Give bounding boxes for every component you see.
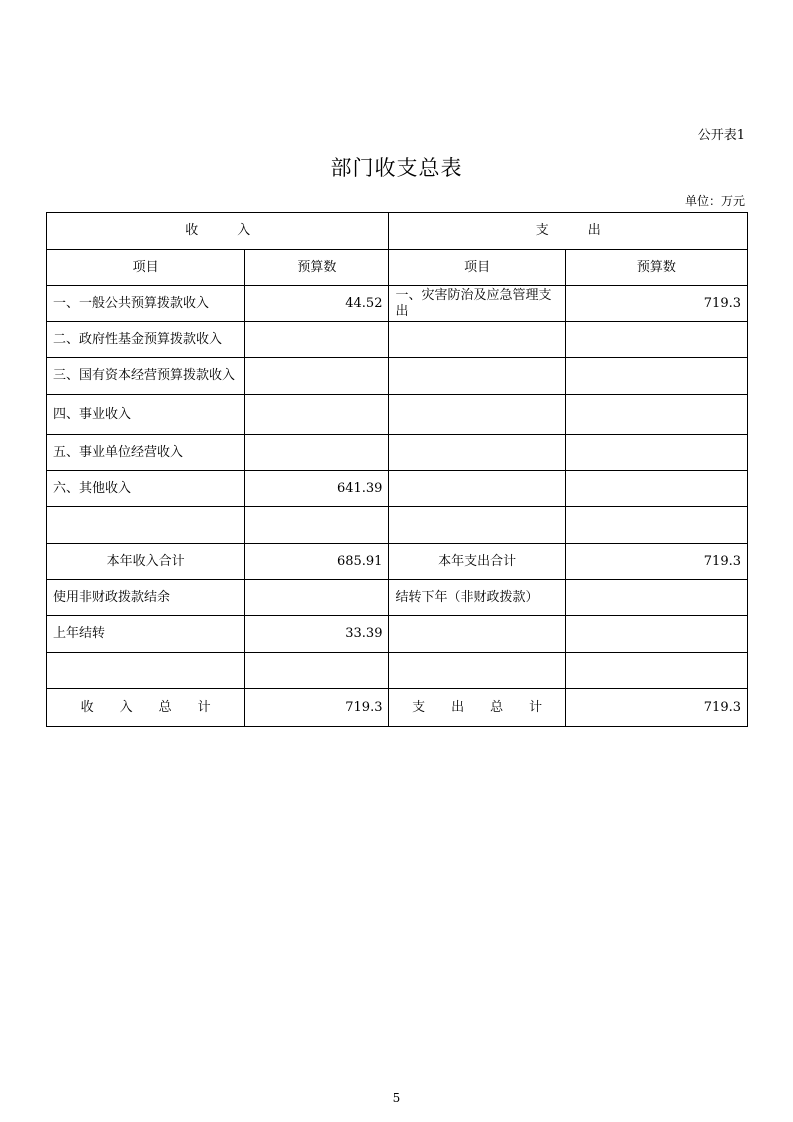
expense-item-cell (389, 322, 565, 358)
income-expense-summary-table (46, 212, 748, 727)
expense-grand-total-label: 支 出 总 计 (389, 689, 565, 727)
table-row (47, 358, 748, 395)
expense-grand-total-value: 719.3 (565, 689, 747, 727)
table-column-header-row (47, 250, 748, 286)
income-value-cell (245, 395, 389, 435)
expense-value-cell (565, 580, 747, 616)
table-number-label: 公开表1 (697, 128, 745, 143)
expense-value-cell (565, 322, 747, 358)
table-row (47, 435, 748, 471)
income-item-cell: 二、政府性基金预算拨款收入 (47, 322, 245, 358)
income-value-cell: 641.39 (245, 471, 389, 507)
expense-value-cell (565, 616, 747, 653)
income-item-cell: 三、国有资本经营预算拨款收入 (47, 358, 245, 395)
income-value-cell (245, 507, 389, 544)
table-row (47, 395, 748, 435)
expense-item-cell: 一、灾害防治及应急管理支出 (389, 286, 565, 322)
column-header-expense-item: 项目 (389, 250, 565, 286)
income-item-cell (47, 653, 245, 689)
expense-item-cell (389, 471, 565, 507)
expense-value-cell (565, 435, 747, 471)
income-value-cell (245, 358, 389, 395)
income-value-cell: 44.52 (245, 286, 389, 322)
income-subtotal-label: 本年收入合计 (47, 544, 245, 580)
expense-value-cell (565, 395, 747, 435)
income-value-cell: 33.39 (245, 616, 389, 653)
table-section-header-row (47, 213, 748, 250)
income-value-cell (245, 322, 389, 358)
income-value-cell (245, 580, 389, 616)
expense-item-cell: 结转下年（非财政拨款） (389, 580, 565, 616)
expense-section-header: 支 出 (389, 213, 748, 250)
table-row (47, 471, 748, 507)
expense-value-cell (565, 653, 747, 689)
income-grand-total-value: 719.3 (245, 689, 389, 727)
income-subtotal-value: 685.91 (245, 544, 389, 580)
unit-label: 单位：万元 (684, 194, 745, 208)
table-row (47, 544, 748, 580)
income-item-cell: 六、其他收入 (47, 471, 245, 507)
table-row (47, 689, 748, 727)
table-row (47, 616, 748, 653)
table-row (47, 580, 748, 616)
page-number: 5 (392, 1091, 401, 1105)
table-row (47, 653, 748, 689)
expense-item-cell (389, 616, 565, 653)
income-item-cell: 上年结转 (47, 616, 245, 653)
expense-item-cell (389, 507, 565, 544)
expense-value-cell (565, 507, 747, 544)
income-item-cell: 五、事业单位经营收入 (47, 435, 245, 471)
expense-value-cell (565, 471, 747, 507)
expense-item-cell (389, 653, 565, 689)
income-item-cell: 使用非财政拨款结余 (47, 580, 245, 616)
expense-item-cell (389, 358, 565, 395)
table-row (47, 322, 748, 358)
expense-subtotal-value: 719.3 (565, 544, 747, 580)
income-section-header: 收 入 (47, 213, 389, 250)
income-value-cell (245, 653, 389, 689)
table-row (47, 286, 748, 322)
income-item-cell (47, 507, 245, 544)
column-header-income-item: 项目 (47, 250, 245, 286)
expense-item-cell (389, 435, 565, 471)
expense-value-cell: 719.3 (565, 286, 747, 322)
column-header-expense-budget: 预算数 (565, 250, 747, 286)
income-item-cell: 四、事业收入 (47, 395, 245, 435)
table-row (47, 507, 748, 544)
expense-subtotal-label: 本年支出合计 (389, 544, 565, 580)
income-grand-total-label: 收 入 总 计 (47, 689, 245, 727)
expense-value-cell (565, 358, 747, 395)
income-item-cell: 一、一般公共预算拨款收入 (47, 286, 245, 322)
expense-item-cell (389, 395, 565, 435)
income-value-cell (245, 435, 389, 471)
page-title: 部门收支总表 (330, 156, 463, 180)
column-header-income-budget: 预算数 (245, 250, 389, 286)
